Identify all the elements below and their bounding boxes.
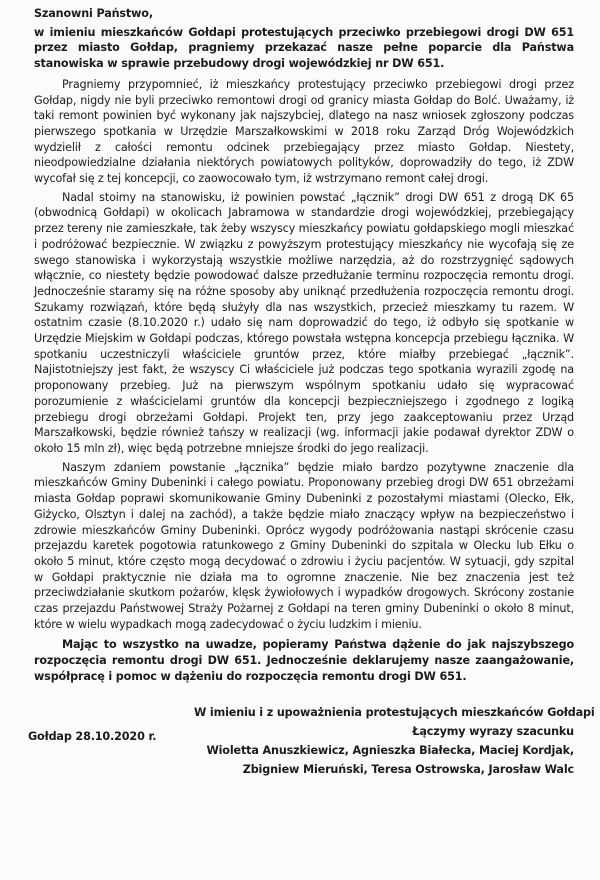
signoff-line-regards: Łączymy wyrazy szacunku	[412, 724, 574, 738]
signatories-line-2: Zbigniew Mieruński, Teresa Ostrowska, Jarosław Walc	[242, 762, 574, 776]
letter-footer	[28, 703, 595, 813]
paragraph-benefits: Naszym zdaniem powstanie „łącznika” będzie miało bardzo pozytywne znaczenie dla mieszkańców Gminy Dubeninki i całego powiatu. Proponowany przebieg drogi DW 651 obrzeżami miasta Gołdap poprawi skomunikowanie Gminy Dubeninki z pozostałymi miastami (Olecko, Ełk, Giżycko, Olsztyn i dalej na zachód), a także będzie miało znaczący wpływ na bezpieczeństwo i zdrowie mieszkańców Gminy Dubeninki. Oprócz wygody podróżowania nastąpi skrócenie czasu przejazdu karetek pogotowia ratunkowego z Gminy Dubeninki do szpitala w Olecku lub Ełku o około 5 minut, które często mogą decydować o zdrowiu i życiu pacjentów. W sytuacji, gdy szpital w Gołdapi praktycznie nie działa ma to ogromne znaczenie. Nie bez znaczenia jest też przeciwdziałanie skutkom pożarów, klęsk żywiołowych i wypadków drogowych. Skrócony zostanie czas przejazdu Państwowej Straży Pożarnej z Gołdapi na teren gminy Dubeninki o około 8 minut, które w wielu wypadkach mogą zadecydować o życiu ludzkim i mieniu.	[34, 460, 574, 631]
letter-body	[28, 6, 595, 813]
signoff-block	[194, 703, 595, 779]
signoff-line-authority: W imieniu i z upoważnienia protestujących mieszkańców Gołdapi	[194, 705, 595, 719]
closing-paragraph: Mając to wszystko na uwadze, popieramy Państwa dążenie do jak najszybszego rozpoczęcia remontu drogi DW 651. Jednocześnie deklarujemy nasze zaangażowanie, współpracę i pomoc w dążeniu do rozpoczęcia remontu drogi DW 651.	[34, 638, 574, 683]
lead-paragraph: w imieniu mieszkańców Gołdapi protestujących przeciwko przebiegowi drogi DW 651 przez miasto Gołdap, pragniemy przekazać nasze pełne poparcie dla Państwa stanowiska w sprawie przebudowy drogi wojewódzkiej nr DW 651.	[34, 25, 574, 71]
salutation: Szanowni Państwo,	[34, 7, 153, 20]
paragraph-reminder: Pragniemy przypomnieć, iż mieszkańcy protestujący przeciwko przebiegowi drogi przez Gołdap, nigdy nie byli przeciwko remontowi drogi od granicy miasta Gołdap do Bolć. Uważamy, iż taki remont powinien być wykonany jak najszybciej, dlatego na nasz wniosek zgłoszony podczas pierwszego spotkania w Urzędzie Marszałkowskimi w 2018 roku Zarząd Dróg Wojewódzkich wydzielił z całości remontu odcinek przebiegający przez miasto Gołdap. Niestety, nieodpowiedzialne działania niektórych powiatowych polityków, doprowadziły do tego, iż ZDW wycofał się z tej koncepcji, co zaowocowało tym, iż wstrzymano remont całej drogi.	[34, 77, 574, 186]
paragraph-connector-road: Nadal stoimy na stanowisku, iż powinien powstać „łącznik” drogi DW 651 z drogą DK 65 (obwodnicą Gołdapi) w okolicach Jabramowa w standardzie drogi wojewódzkiej, przebiegający przez tereny nie zamieszkałe, tak żeby wszyscy mieszkańcy powiatu gołdapskiego mogli mieszkać i podróżować bezpiecznie. W związku z powyższym protestujący mieszkańcy nie wycofają się ze swego stanowiska i wykorzystają wszystkie możliwe narzędzia, aż do rozstrzygnięć sądowych włącznie, co niestety będzie powodować dalsze przedłużanie terminu rozpoczęcia remontu drogi. Jednocześnie staramy się na różne sposoby aby uniknąć przedłużenia rozpoczęcia remontu drogi. Szukamy rozwiązań, które będą służyły dla nas wszystkich, przecież mieszkamy tu razem. W ostatnim czasie (8.10.2020 r.) udało się nam doprowadzić do tego, iż odbyło się spotkanie w Urzędzie Miejskim w Gołdapi podczas, którego powstała wstępna koncepcja przebiegu łącznika. W spotkaniu uczestniczyli właściciele gruntów przez, które miałby przebiegać „łącznik”. Najistotniejszy jest fakt, że wszyscy Ci właściciele już podczas tego spotkania wyrazili zgodę na proponowany przebieg. Już na pierwszym wspólnym spotkaniu udało się wypracować porozumienie z właścicielami gruntów dla koncepcji bezpieczniejszego i zgodnego z logiką przebiegu drogi obrzeżami Gołdapi. Projekt ten, przy jego zaakceptowaniu przez Urząd Marszałkowski, będzie również tańszy w realizacji (wg. informacji jakie podawał dyrektor ZDW o około 15 mln zł), więc będą potrzebne mniejsze środki do jego realizacji.	[34, 190, 574, 455]
place-date: Gołdap 28.10.2020 r.	[28, 729, 157, 743]
signatories-line-1: Wioletta Anuszkiewicz, Agnieszka Białecka, Maciej Kordjak,	[206, 743, 574, 757]
